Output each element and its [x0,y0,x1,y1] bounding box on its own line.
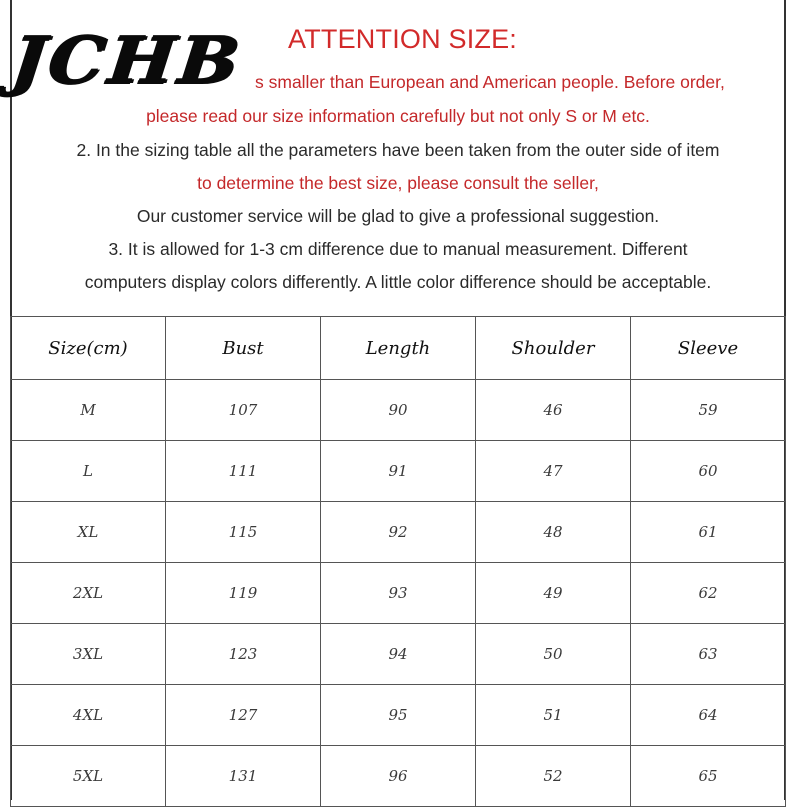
cell-length: 90 [321,380,476,441]
cell-bust: 123 [166,624,321,685]
cell-bust: 107 [166,380,321,441]
cell-length: 95 [321,685,476,746]
header-sleeve: Sleeve [631,317,786,380]
attention-title: ATTENTION SIZE: [288,24,518,54]
cell-shoulder: 47 [476,441,631,502]
cell-size: 2XL [11,563,166,624]
cell-sleeve: 59 [631,380,786,441]
note-line-5: Our customer service will be glad to give a professional suggestion. [136,206,660,226]
header-length: Length [321,317,476,380]
cell-sleeve: 64 [631,685,786,746]
cell-sleeve: 61 [631,502,786,563]
cell-shoulder: 49 [476,563,631,624]
cell-size: XL [11,502,166,563]
cell-sleeve: 65 [631,746,786,807]
cell-length: 92 [321,502,476,563]
cell-bust: 127 [166,685,321,746]
size-table [10,316,786,807]
cell-length: 93 [321,563,476,624]
note-line-6: 3. It is allowed for 1-3 cm difference due to manual measurement. Different [108,239,688,259]
cell-size: 4XL [11,685,166,746]
cell-sleeve: 63 [631,624,786,685]
note-line-2: please read our size information carefully but not only S or M etc. [146,106,650,126]
note-line-7: computers display colors differently. A little color difference should be acceptable. [84,272,712,292]
cell-bust: 131 [166,746,321,807]
note-line-3: 2. In the sizing table all the parameters have been taken from the outer side of item [76,140,720,160]
cell-size: M [11,380,166,441]
table-header-row [11,317,786,380]
brand-logo [7,16,252,102]
table-row [11,624,786,685]
cell-size: L [11,441,166,502]
cell-shoulder: 52 [476,746,631,807]
table-row [11,563,786,624]
cell-shoulder: 50 [476,624,631,685]
cell-size: 3XL [11,624,166,685]
cell-sleeve: 60 [631,441,786,502]
cell-length: 91 [321,441,476,502]
brand-logo-text: JCHB [7,20,247,98]
cell-length: 94 [321,624,476,685]
cell-length: 96 [321,746,476,807]
header-size: Size(cm) [11,317,166,380]
header-shoulder: Shoulder [476,317,631,380]
cell-bust: 115 [166,502,321,563]
header-bust: Bust [166,317,321,380]
cell-sleeve: 62 [631,563,786,624]
table-row [11,746,786,807]
note-line-1: s smaller than European and American people. Before order, [255,72,725,92]
cell-shoulder: 51 [476,685,631,746]
table-row [11,685,786,746]
table-row [11,441,786,502]
cell-size: 5XL [11,746,166,807]
cell-shoulder: 46 [476,380,631,441]
table-row [11,380,786,441]
cell-shoulder: 48 [476,502,631,563]
cell-bust: 119 [166,563,321,624]
table-row [11,502,786,563]
note-line-4: to determine the best size, please consult the seller, [197,173,599,193]
cell-bust: 111 [166,441,321,502]
